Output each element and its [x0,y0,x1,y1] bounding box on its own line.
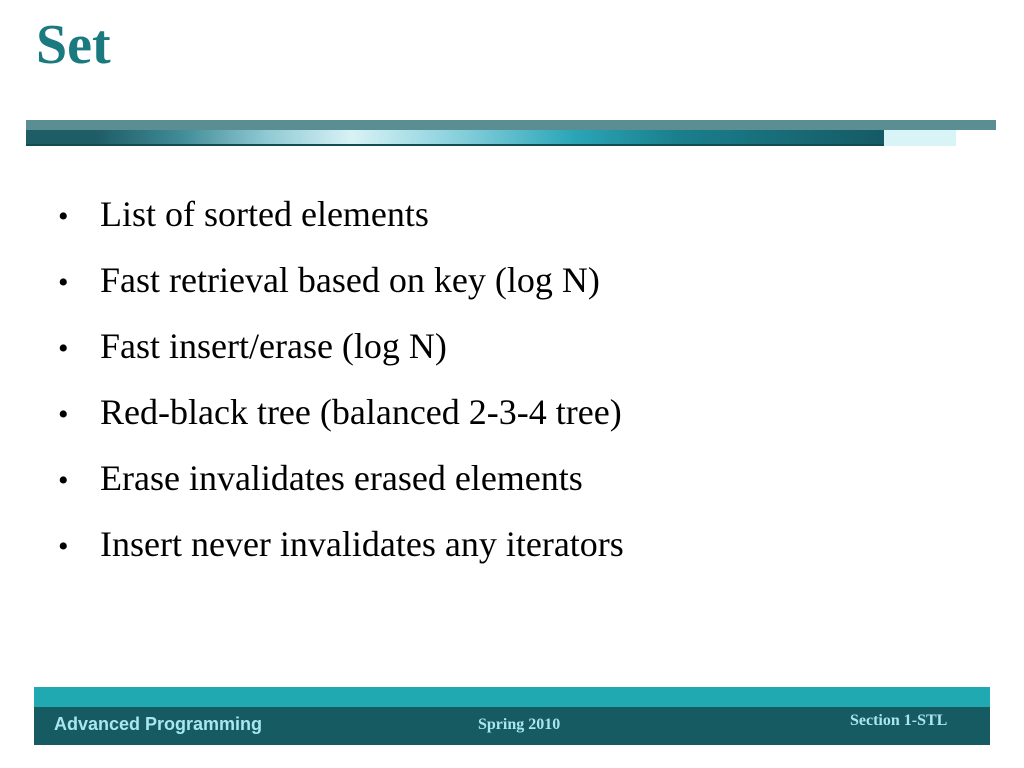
bullet-item [58,454,624,520]
slide-title: Set [36,14,111,76]
bullet-item [58,322,624,388]
bullet-text: List of sorted elements [100,194,429,234]
title-rule-thin [26,144,884,146]
footer-term: Spring 2010 [478,716,561,733]
bullet-text: Fast retrieval based on key (log N) [100,260,600,300]
bullet-icon: • [58,398,69,431]
bullet-icon: • [58,200,69,233]
footer-course: Advanced Programming [54,714,263,734]
footer-section: Section 1-STL [850,712,948,729]
bullet-icon: • [58,266,69,299]
bullet-text: Erase invalidates erased elements [100,458,583,498]
bullet-item [58,190,624,256]
bullet-text: Fast insert/erase (log N) [100,326,447,366]
bullet-text: Insert never invalidates any iterators [100,524,624,564]
bullet-list [58,190,624,586]
title-rule-light [884,130,956,146]
bullet-icon: • [58,332,69,365]
bullet-icon: • [58,530,69,563]
title-rule-top [26,120,996,130]
bullet-text: Red-black tree (balanced 2-3-4 tree) [100,392,622,432]
bullet-item [58,388,624,454]
bullet-item [58,520,624,586]
footer-accent-bar [34,687,990,707]
bullet-item [58,256,624,322]
bullet-icon: • [58,464,69,497]
